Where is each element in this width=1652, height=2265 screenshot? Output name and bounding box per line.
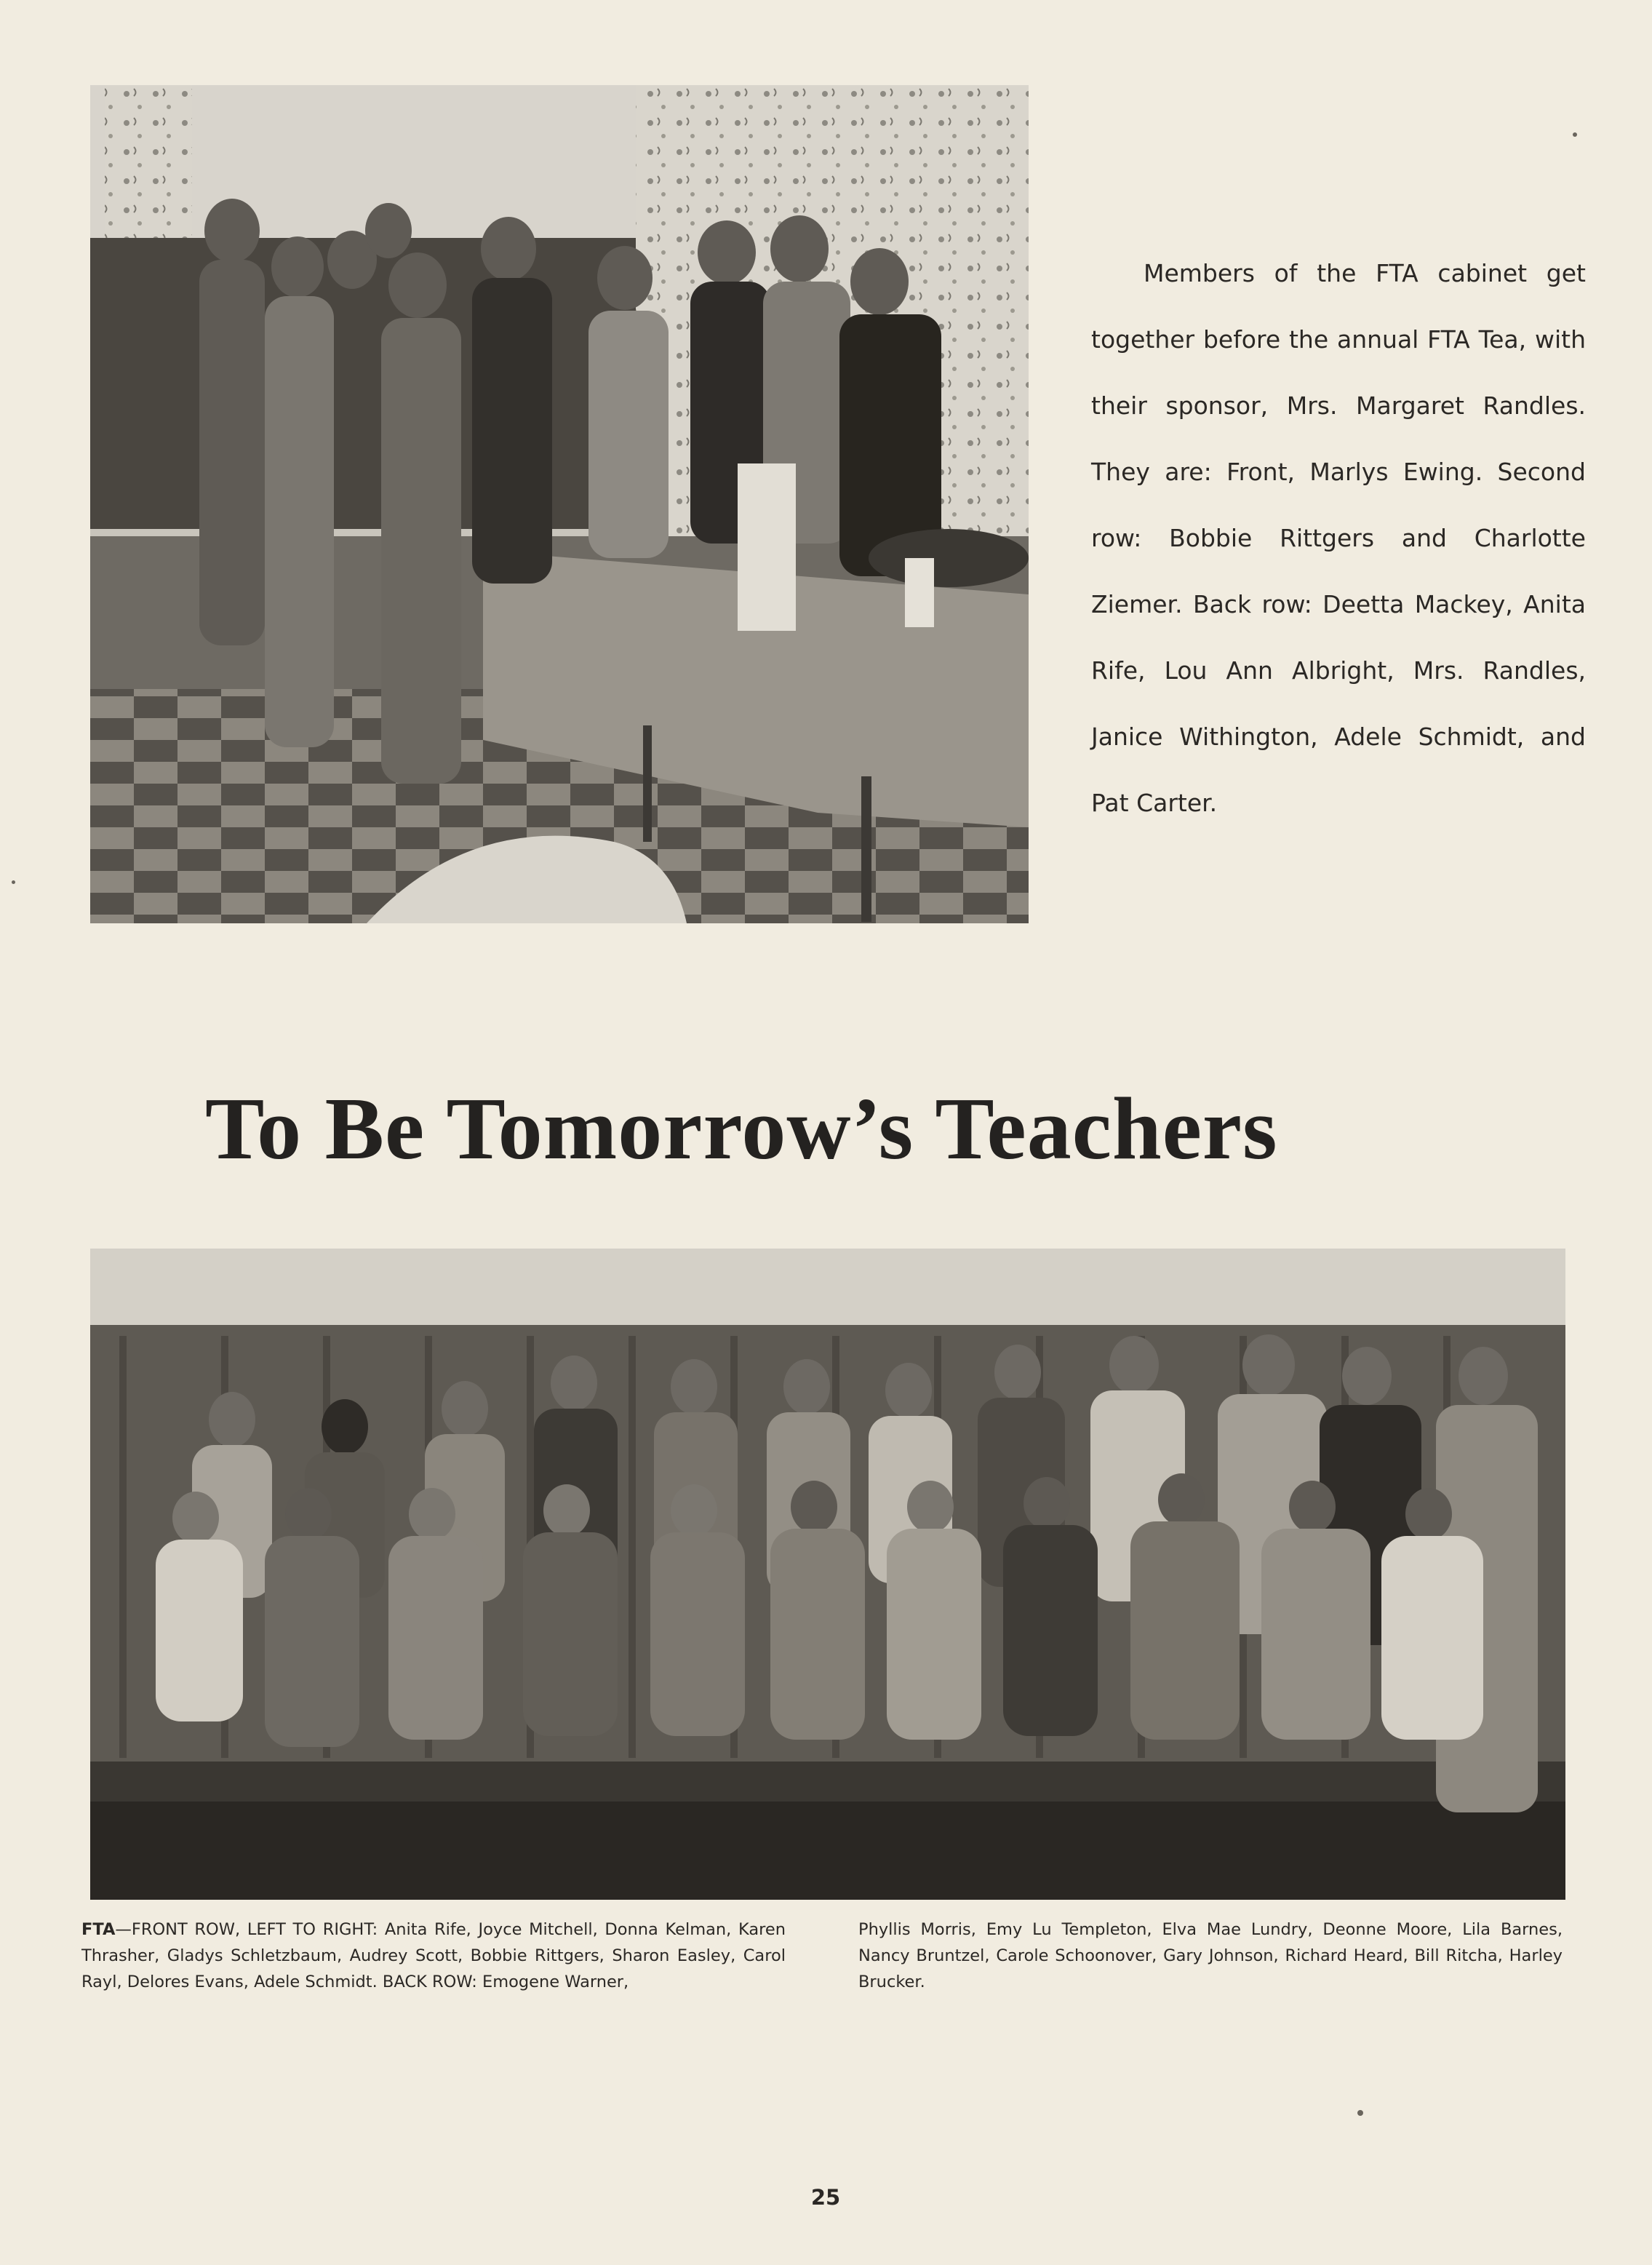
paper-speck — [12, 880, 15, 884]
cabinet-photo-image — [90, 85, 1029, 923]
paper-speck — [1573, 132, 1577, 137]
fta-group-photo-image — [90, 1249, 1565, 1900]
cabinet-photo — [90, 85, 1029, 923]
group-caption-lead: FTA — [81, 1920, 116, 1939]
group-caption-left-text: —FRONT ROW, LEFT TO RIGHT: Anita Rife, Joyce Mitchell, Donna Kelman, Karen Thrasher, Gladys Schletzbaum, Audrey Scott, Bobbie Rittgers, Sharon Easley, Carol Rayl, Delores Evans, Adele Schmidt. BACK ROW: Emogene Warner, — [81, 1920, 786, 1991]
cabinet-caption: Members of the FTA cabinet get together before the annual FTA Tea, with their sponsor, Mrs. Margaret Randles. They are: Front, Marlys Ewing. Second row: Bobbie Rittgers and Charlotte Ziemer. Back row: Deetta Mackey, Anita Rife, Lou Ann Albright, Mrs. Randles, Janice Withington, Adele Schmidt, and Pat Carter. — [1091, 259, 1586, 817]
fta-group-photo — [90, 1249, 1565, 1900]
paper-speck — [1357, 2110, 1363, 2116]
group-caption-right: Phyllis Morris, Emy Lu Templeton, Elva Mae Lundry, Deonne Moore, Lila Barnes, Nancy Bruntzel, Carole Schoonover, Gary Johnson, Richard Heard, Bill Ritcha, Harley Brucker. — [858, 1920, 1563, 1991]
section-title: To Be Tomorrow’s Teachers — [205, 1080, 1278, 1178]
page-number: 25 — [810, 2185, 841, 2210]
group-caption-left — [81, 1916, 786, 1995]
